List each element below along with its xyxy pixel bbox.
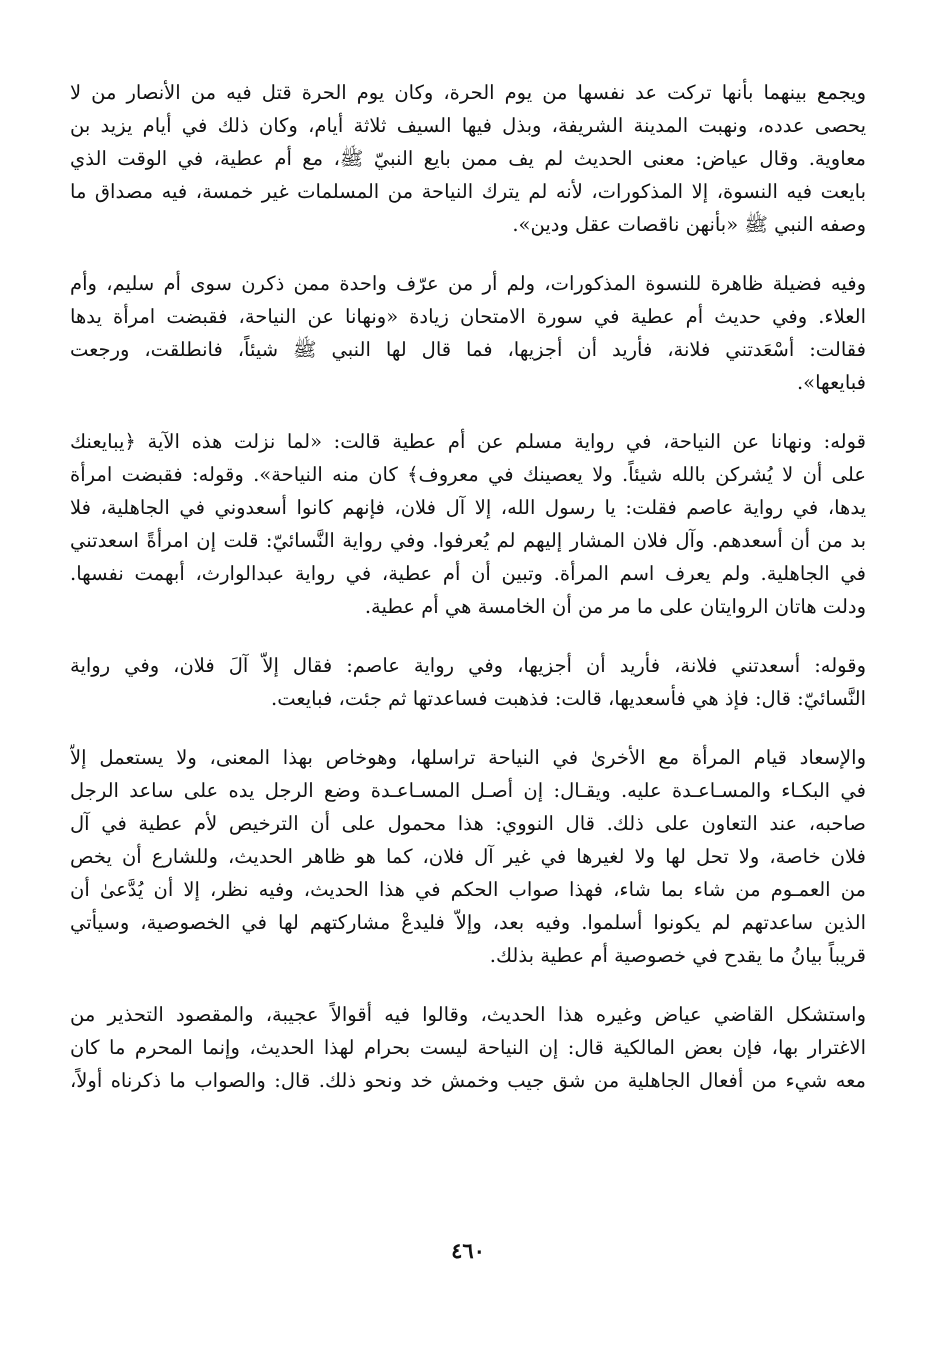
text-line: فبايعها».	[796, 371, 866, 394]
text-line: بايعت فيه النسوة، إلا المذكورات، لأنه لم يترك النياحة من المسلمات غير خمسة، فيه مصداق ما	[70, 180, 866, 203]
text-line: قريباً بيانُ ما يقدح في خصوصية أم عطية بذلك.	[489, 944, 866, 967]
text-line: الاغترار بها، فإن بعض المالكية قال: إن النياحة ليست بحرام لهذا الحديث، وإنما المحرم ما كان	[70, 1036, 866, 1059]
text-line: فلان خاصة، ولا تحل لها ولا لغيرها في غير آل فلان، كما هو ظاهر الحديث، وللشارع أن يخص	[70, 845, 866, 868]
text-line: على أن لا يُشركن بالله شيئاً. ولا يعصينك في معروف﴾ كان منه النياحة». وقوله: فقبضت امرأة	[70, 463, 866, 486]
text-line: معه شيء من أفعال الجاهلية من شق جيب وخمش خد ونحو ذلك. قال: والصواب ما ذكرناه أولاً،	[70, 1069, 866, 1092]
paragraph-4	[70, 649, 866, 715]
paragraph-3	[70, 425, 866, 623]
text-line: فقالت: أسْعَدتني فلانة، فأريد أن أجزيها، فما قال لها النبي ﷺ شيئاً، فانطلقت، ورجعت	[70, 338, 866, 361]
paragraph-5	[70, 741, 866, 972]
paragraph-6	[70, 998, 866, 1097]
text-line: بد من أن أسعدهم. وآل فلان المشار إليهم لم يُعرفوا. وفي رواية النَّسائيّ: قلت إن امرأةً اسعدتني	[70, 529, 866, 552]
text-line: في البكـاء والمسـاعـدة عليه. ويقـال: إن أصـل المسـاعـدة وضع الرجل يده على ساعد الرجل	[70, 779, 866, 802]
page-number: ٤٦٠	[451, 1238, 485, 1263]
text-line: والإسعاد قيام المرأة مع الأخرىٰ في النياحة تراسلها، وهوخاص بهذا المعنى، ولا يستعمل إلاّ	[70, 746, 866, 769]
text-line: النَّسائيّ: قال: فإذ هي فأسعديها، قالت: فذهبت فساعدتها ثم جئت، فبايعت.	[271, 687, 866, 710]
text-line: يحصى عدده، ونهبت المدينة الشريفة، وبذل فيها السيف ثلاثة أيام، وكان ذلك في أيام يزيد بن	[70, 114, 866, 137]
text-line: وصفه النبي ﷺ «بأنهن ناقصات عقل ودين».	[512, 213, 866, 236]
text-line: وفيه فضيلة ظاهرة للنسوة المذكورات، ولم أر من عرّف واحدة ممن ذكرن سوى أم سليم، وأم	[70, 272, 866, 295]
paragraph-2	[70, 267, 866, 399]
text-line: يدها، في رواية عاصم فقلت: يا رسول الله، إلا آل فلان، فإنهم كانوا أسعدوني في الجاهلية، فلا	[70, 496, 866, 519]
text-line: صاحبه، عند التعاون على ذلك. قال النووي: هذا محمول على أن الترخيص لأم عطية في آل	[70, 812, 866, 835]
text-line: واستشكل القاضي عياض وغيره هذا الحديث، وقالوا فيه أقوالاً عجيبة، والمقصود التحذير من	[70, 1003, 866, 1026]
text-line: وقوله: أسعدتني فلانة، فأريد أن أجزيها، وفي رواية عاصم: فقال إلاّ آلَ فلان، وفي رواية	[70, 654, 866, 677]
text-line: ودلت هاتان الروايتان على ما مر من أن الخامسة هي أم عطية.	[364, 595, 866, 618]
paragraph-1	[70, 76, 866, 241]
text-line: قوله: ونهانا عن النياحة، في رواية مسلم عن أم عطية قالت: «لما نزلت هذه الآية ﴿يبايعنك	[70, 430, 866, 453]
text-line: العلاء. وفي حديث أم عطية في سورة الامتحان زيادة «ونهانا عن النياحة، فقبضت امرأة يدها	[70, 305, 866, 328]
page-body	[70, 76, 866, 1123]
text-line: الذين ساعدتهم لم يكونوا أسلموا. وفيه بعد، وإلاّ فليدعْ مشاركتهم لها في الخصوصية، وسيأتي	[70, 911, 866, 934]
text-line: في الجاهلية. ولم يعرف اسم المرأة. وتبين أن أم عطية، في رواية عبدالوارث، أبهمت نفسها.	[70, 562, 866, 585]
text-line: معاوية. وقال عياض: معنى الحديث لم يف ممن بايع النبيّ ﷺ، مع أم عطية، في الوقت الذي	[70, 147, 866, 170]
text-line: من العمـوم من شاء بما شاء، فهذا صواب الحكم في هذا الحديث، وفيه نظر، إلا أن يُدَّعىٰ أن	[70, 878, 866, 901]
text-line: ويجمع بينهما بأنها تركت عد نفسها من يوم الحرة، وكان يوم الحرة قتل فيه من الأنصار من لا	[70, 81, 866, 104]
